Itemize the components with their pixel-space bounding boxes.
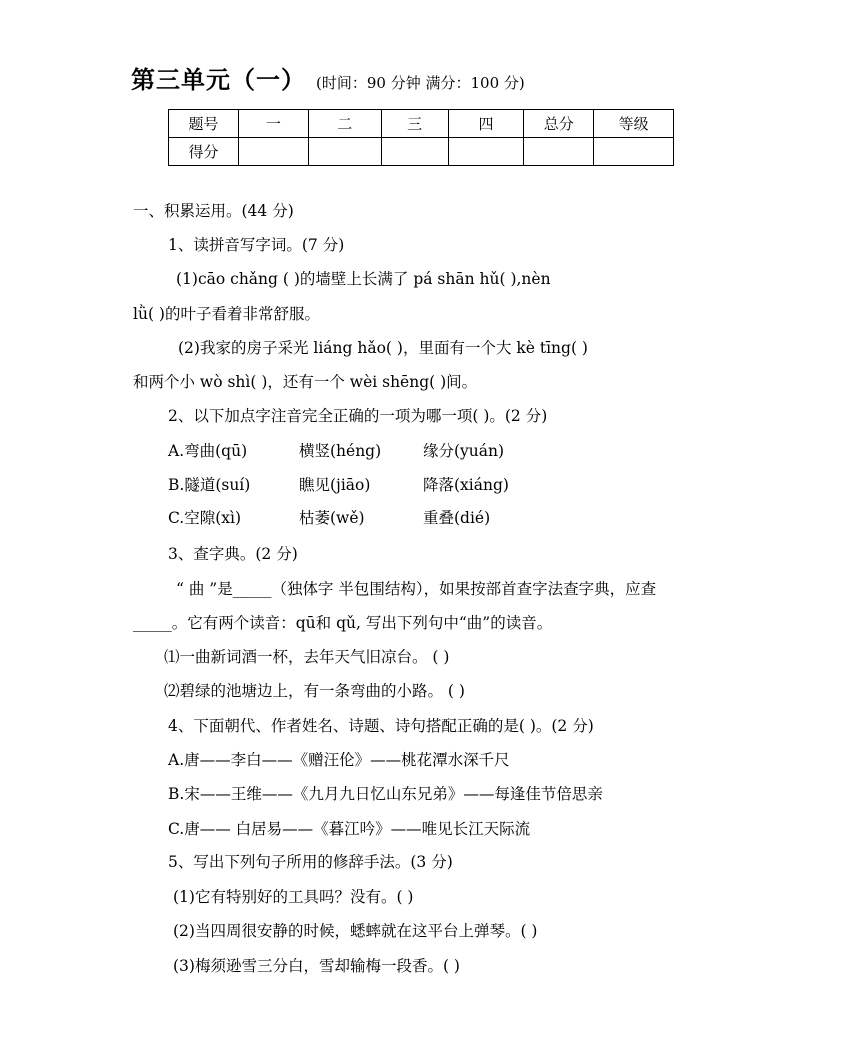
q4-option: B.宋——王维——《九月九日忆山东兄弟》——每逢佳节倍思亲	[168, 785, 603, 803]
score-table-empty-cell[interactable]	[524, 138, 594, 166]
q2-option: 瞧见(jiāo)	[299, 476, 371, 494]
q2-option: 降落(xiáng)	[423, 476, 509, 494]
score-table-cell: 一	[238, 110, 308, 138]
score-table-empty-cell[interactable]	[381, 138, 448, 166]
q1-title: 1、读拼音写字词。(7 分)	[168, 236, 345, 254]
exam-time-score-info: (时间：90 分钟 满分：100 分)	[316, 74, 525, 92]
q2-option: 枯萎(wě)	[299, 509, 365, 527]
score-table-empty-cell[interactable]	[448, 138, 524, 166]
exam-header	[131, 60, 525, 95]
q3-line: ⑴一曲新词酒一杯，去年天气旧凉台。 ( )	[164, 648, 450, 666]
score-table-cell: 三	[381, 110, 448, 138]
q2-option: 横竖(héng)	[299, 442, 382, 460]
q1-line: lǜ( )的叶子看着非常舒服。	[133, 305, 320, 323]
score-table-cell: 二	[308, 110, 381, 138]
page-title: 第三单元（一）	[131, 66, 306, 94]
score-table-row-label: 得分	[169, 138, 239, 166]
q4-option: C.唐—— 白居易——《暮江吟》——唯见长江天际流	[168, 820, 531, 838]
score-table-header-row	[169, 110, 674, 138]
score-table-cell: 总分	[524, 110, 594, 138]
q5-title: 5、写出下列句子所用的修辞手法。(3 分)	[168, 853, 453, 871]
score-table	[168, 109, 674, 166]
q3-line: _____。它有两个读音：qū和 qǔ, 写出下列句中“曲”的读音。	[133, 614, 553, 632]
q2-option-row	[168, 507, 490, 529]
q2-option-row	[168, 474, 509, 496]
score-table-empty-cell[interactable]	[308, 138, 381, 166]
score-table-cell: 题号	[169, 110, 239, 138]
q2-title: 2、以下加点字注音完全正确的一项为哪一项( )。(2 分)	[168, 407, 548, 425]
score-table-empty-cell[interactable]	[594, 138, 674, 166]
q4-title: 4、下面朝代、作者姓名、诗题、诗句搭配正确的是( )。(2 分)	[168, 717, 594, 735]
score-table-cell: 等级	[594, 110, 674, 138]
q2-option: 重叠(dié)	[423, 509, 491, 527]
section1-heading: 一、积累运用。(44 分)	[133, 202, 294, 220]
q2-option: B.隧道(suí)	[168, 476, 251, 494]
q5-item: (2)当四周很安静的时候，蟋蟀就在这平台上弹琴。( )	[173, 922, 538, 940]
q2-option: C.空隙(xì)	[168, 509, 242, 527]
q1-line: (1)cāo chǎng ( )的墙壁上长满了 pá shān hǔ( ),nèn	[176, 270, 551, 288]
score-table-cell: 四	[448, 110, 524, 138]
q2-option: 缘分(yuán)	[423, 442, 505, 460]
q2-option: A.弯曲(qū)	[168, 442, 248, 460]
q3-line: ⑵碧绿的池塘边上，有一条弯曲的小路。 ( )	[164, 682, 465, 700]
q5-item: (1)它有特别好的工具吗？没有。( )	[173, 888, 414, 906]
q3-line: “ 曲 ”是_____（独体字 半包围结构），如果按部首查字法查字典，应查	[176, 580, 657, 598]
q2-option-row	[168, 440, 504, 462]
q1-line: 和两个小 wò shì( )，还有一个 wèi shēng( )间。	[133, 373, 478, 391]
q5-item: (3)梅须逊雪三分白，雪却输梅一段香。( )	[173, 957, 460, 975]
score-table-score-row	[169, 138, 674, 166]
q3-title: 3、查字典。(2 分)	[168, 545, 298, 563]
q4-option: A.唐——李白——《赠汪伦》——桃花潭水深千尺	[168, 751, 510, 769]
score-table-empty-cell[interactable]	[238, 138, 308, 166]
q1-line: (2)我家的房子采光 liáng hǎo( )，里面有一个大 kè tīng( )	[178, 339, 588, 357]
